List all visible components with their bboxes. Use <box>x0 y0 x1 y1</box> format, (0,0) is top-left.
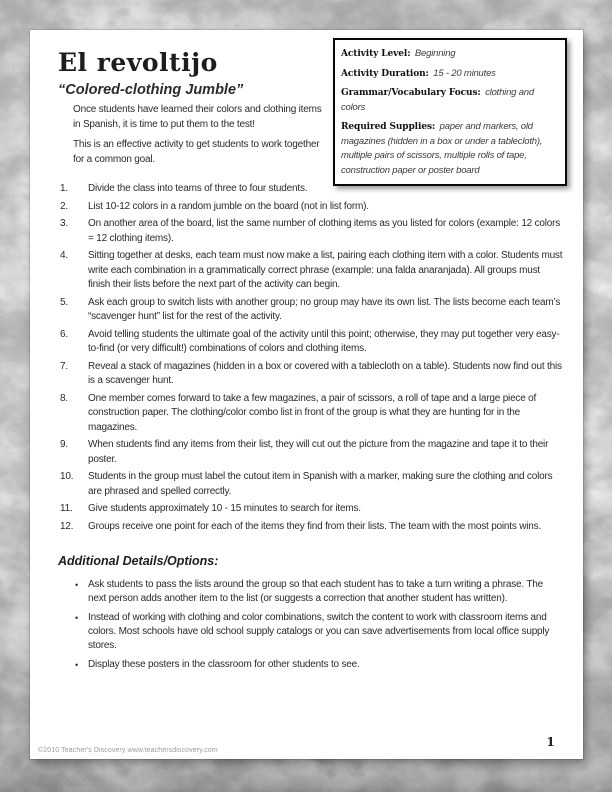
step-text: Sitting together at desks, each team must now make a list, pairing each clothing item with a color. Students must write each combination in a grammatically correct phrase (example: una falda anaranjada). All groups must finish their lists before the next part of the activity can begin. <box>88 250 563 290</box>
info-row-activity-level <box>341 46 559 61</box>
step-number: 8. <box>60 392 68 404</box>
step-number: 11. <box>60 503 73 514</box>
step-number: 3. <box>60 218 68 229</box>
info-value: paper and markers, old magazines (hidden in a box or under a tablecloth), multiple pairs of scissors, multiple rolls of tape, construction paper or poster board <box>341 121 543 176</box>
step-text: Avoid telling students the ultimate goal of the activity until this point; otherwise, they may put together very easy-to-find (or very difficult!) combinations of colors and clothing items. <box>88 328 560 354</box>
bullet-icon: • <box>75 613 79 623</box>
additional-details-heading: Additional Details/Options: <box>58 554 219 568</box>
step-item <box>60 217 563 246</box>
step-item <box>60 502 563 517</box>
step-item <box>60 200 563 215</box>
bullet-text: Instead of working with clothing and color combinations, switch the content to work with classroom items and colors. Most schools have old school supply catalogs or you can save advertisements from local office supply stores. <box>88 612 550 651</box>
list-item <box>58 611 563 653</box>
step-text: Divide the class into teams of three to four students. <box>88 183 308 194</box>
info-row-required-supplies <box>341 119 559 177</box>
copyright-notice: ©2010 Teacher's Discovery www.teachersdiscovery.com <box>38 747 218 754</box>
bullet-text: Display these posters in the classroom for other students to see. <box>88 659 360 670</box>
step-item <box>60 470 563 499</box>
page-subtitle: “Colored-clothing Jumble” <box>58 82 244 98</box>
intro-paragraph: This is an effective activity to get students to work together for a common goal. <box>73 139 320 165</box>
step-number: 5. <box>60 296 68 308</box>
step-text: Students in the group must label the cutout item in Spanish with a marker, making sure the clothing and colors are phrased and spelled correctly. <box>88 471 553 497</box>
step-number: 9. <box>60 439 68 450</box>
additional-details-section <box>58 554 563 677</box>
step-number: 6. <box>60 328 68 340</box>
step-text: Give students approximately 10 - 15 minutes to search for items. <box>88 503 361 514</box>
step-number: 2. <box>60 200 68 212</box>
step-item <box>60 328 563 357</box>
info-label: Activity Duration: <box>341 68 429 79</box>
step-item <box>60 182 563 197</box>
step-text: List 10-12 colors in a random jumble on the board (not in list form). <box>88 200 369 212</box>
info-label: Required Supplies: <box>341 122 436 132</box>
info-value: clothing and colors <box>341 87 534 113</box>
step-number: 12. <box>60 520 74 532</box>
step-item <box>60 360 563 389</box>
step-item <box>60 296 563 325</box>
step-item <box>60 520 563 535</box>
activity-info-box <box>333 38 567 186</box>
step-number: 7. <box>60 360 68 372</box>
info-value: 15 - 20 minutes <box>433 67 496 79</box>
step-item <box>60 438 563 467</box>
activity-steps-list <box>60 182 563 537</box>
info-value: Beginning <box>414 48 456 59</box>
step-number: 10. <box>60 471 74 482</box>
step-text: Ask each group to switch lists with another group; no group may have its own list. The lists become each team’s “scavenger hunt” list for the rest of the activity. <box>88 296 561 322</box>
page-number: 1 <box>546 734 555 749</box>
page-title: El revoltijo <box>58 48 218 77</box>
intro-paragraph: Once students have learned their colors and clothing items in Spanish, it is time to put them to the test! <box>73 104 322 130</box>
list-item <box>58 658 563 672</box>
additional-details-list <box>58 578 563 672</box>
list-item <box>58 578 563 606</box>
info-row-activity-duration <box>341 66 559 81</box>
step-item <box>60 392 563 436</box>
info-row-grammar-focus <box>341 85 559 114</box>
step-text: On another area of the board, list the same number of clothing items as you listed for colors (example: 12 colors = 12 clothing items). <box>88 218 561 244</box>
worksheet-page <box>30 30 583 759</box>
bullet-icon: • <box>75 660 79 670</box>
step-number: 1. <box>60 183 68 194</box>
step-item <box>60 249 563 293</box>
step-text: One member comes forward to take a few magazines, a pair of scissors, a roll of tape and a large piece of construction paper. The clothing/color combo list in front of the group is what they are hunting for in the magazines. <box>88 392 537 433</box>
step-text: When students find any items from their list, they will cut out the picture from the magazine and tape it to their poster. <box>88 439 549 465</box>
step-text: Groups receive one point for each of the items they find from their lists. The team with the most points wins. <box>88 520 542 532</box>
step-number: 4. <box>60 250 68 261</box>
bullet-text: Ask students to pass the lists around the group so that each student has to take a turn writing a phrase. The next person adds another item to the list (or suggests a correction that another student has written). <box>88 579 543 604</box>
info-label: Activity Level: <box>341 49 411 59</box>
intro-section <box>73 103 331 173</box>
info-label: Grammar/Vocabulary Focus: <box>341 88 481 98</box>
bullet-icon: • <box>75 580 79 590</box>
step-text: Reveal a stack of magazines (hidden in a box or covered with a tablecloth on a table). Students now find out this is a scavenger hunt. <box>88 360 562 386</box>
